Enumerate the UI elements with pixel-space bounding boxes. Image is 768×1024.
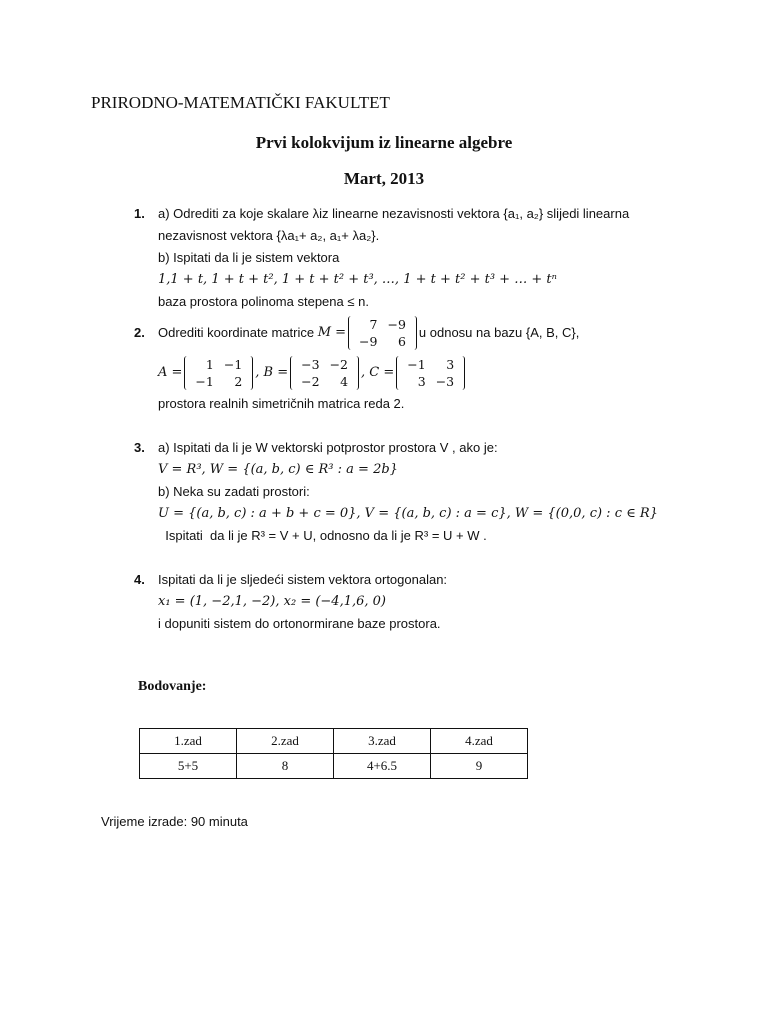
table-cell: 9 — [431, 754, 528, 779]
scoring-table — [139, 728, 528, 779]
matrix-label: , B = — [255, 365, 289, 380]
exam-date: Mart, 2013 — [343, 169, 425, 188]
matrix-M: 7 −9 −9 6 — [348, 316, 417, 350]
table-header-cell: 1.zad — [140, 729, 237, 754]
table-header-cell: 3.zad — [334, 729, 431, 754]
task-line: Ispitati da li je sljedeći sistem vektora ortogonalan: — [158, 572, 448, 587]
matrix-label: , C = — [361, 365, 395, 380]
task-number: 4. — [134, 572, 145, 587]
matrix-A: 1 −1 −1 2 — [184, 356, 253, 390]
task-number: 2. — [134, 325, 145, 340]
faculty-name: PRIRODNO-MATEMATIČKI FAKULTET — [91, 93, 390, 112]
task-line — [158, 313, 694, 353]
exam-title: Prvi kolokvijum iz linearne algebre — [255, 133, 513, 152]
matrix-label: A = — [158, 365, 183, 380]
task-line: prostora realnih simetričnih matrica reda 2. — [158, 396, 405, 411]
task-line — [158, 353, 694, 393]
task-line: b) Neka su zadati prostori: — [158, 484, 310, 499]
matrix-C: −1 3 3 −3 — [396, 356, 465, 390]
task-3 — [134, 437, 694, 547]
task-2 — [134, 313, 694, 415]
task-text: Odrediti koordinate matrice — [158, 325, 315, 340]
task-formula: V = R³, W = {(a, b, c) ∈ R³ : a = 2b} — [158, 462, 398, 477]
table-cell: 8 — [237, 754, 334, 779]
task-line: baza prostora polinoma stepena ≤ n. — [158, 294, 369, 309]
task-formula: x₁ = (1, −2,1, −2), x₂ = (−4,1,6, 0) — [158, 594, 386, 609]
matrix-label: M = — [317, 325, 347, 340]
duration-text: Vrijeme izrade: 90 minuta — [101, 814, 248, 829]
table-header-cell: 4.zad — [431, 729, 528, 754]
task-number: 3. — [134, 440, 145, 455]
task-line: b) Ispitati da li je sistem vektora — [158, 250, 340, 265]
task-line: nezavisnost vektora {λa₁+ a₂, a₁+ λa₂}. — [158, 228, 380, 243]
scoring-label: Bodovanje: — [138, 679, 207, 694]
task-1 — [134, 203, 694, 313]
task-formula: 1,1 + t, 1 + t + t², 1 + t + t² + t³, …, 1 + t + t² + t³ + … + tⁿ — [158, 272, 557, 287]
task-line: i dopuniti sistem do ortonormirane baze prostora. — [158, 616, 441, 631]
task-line: a) Ispitati da li je W vektorski potprostor prostora V , ako je: — [158, 440, 498, 455]
task-text: u odnosu na bazu {A, B, C}, — [418, 325, 580, 340]
task-4 — [134, 569, 694, 635]
task-number: 1. — [134, 206, 145, 221]
matrix-B: −3 −2 −2 4 — [290, 356, 359, 390]
task-line: a) Odrediti za koje skalare λiz linearne nezavisnosti vektora {a₁, a₂} slijedi linearna — [158, 206, 630, 221]
task-line: Ispitati da li je R³ = V + U, odnosno da li je R³ = U + W . — [158, 528, 487, 543]
task-list — [134, 203, 694, 635]
table-row — [140, 729, 528, 754]
table-cell: 5+5 — [140, 754, 237, 779]
table-row — [140, 754, 528, 779]
task-formula: U = {(a, b, c) : a + b + c = 0}, V = {(a, b, c) : a = c}, W = {(0,0, c) : c ∈ R} — [158, 506, 658, 521]
table-cell: 4+6.5 — [334, 754, 431, 779]
table-header-cell: 2.zad — [237, 729, 334, 754]
